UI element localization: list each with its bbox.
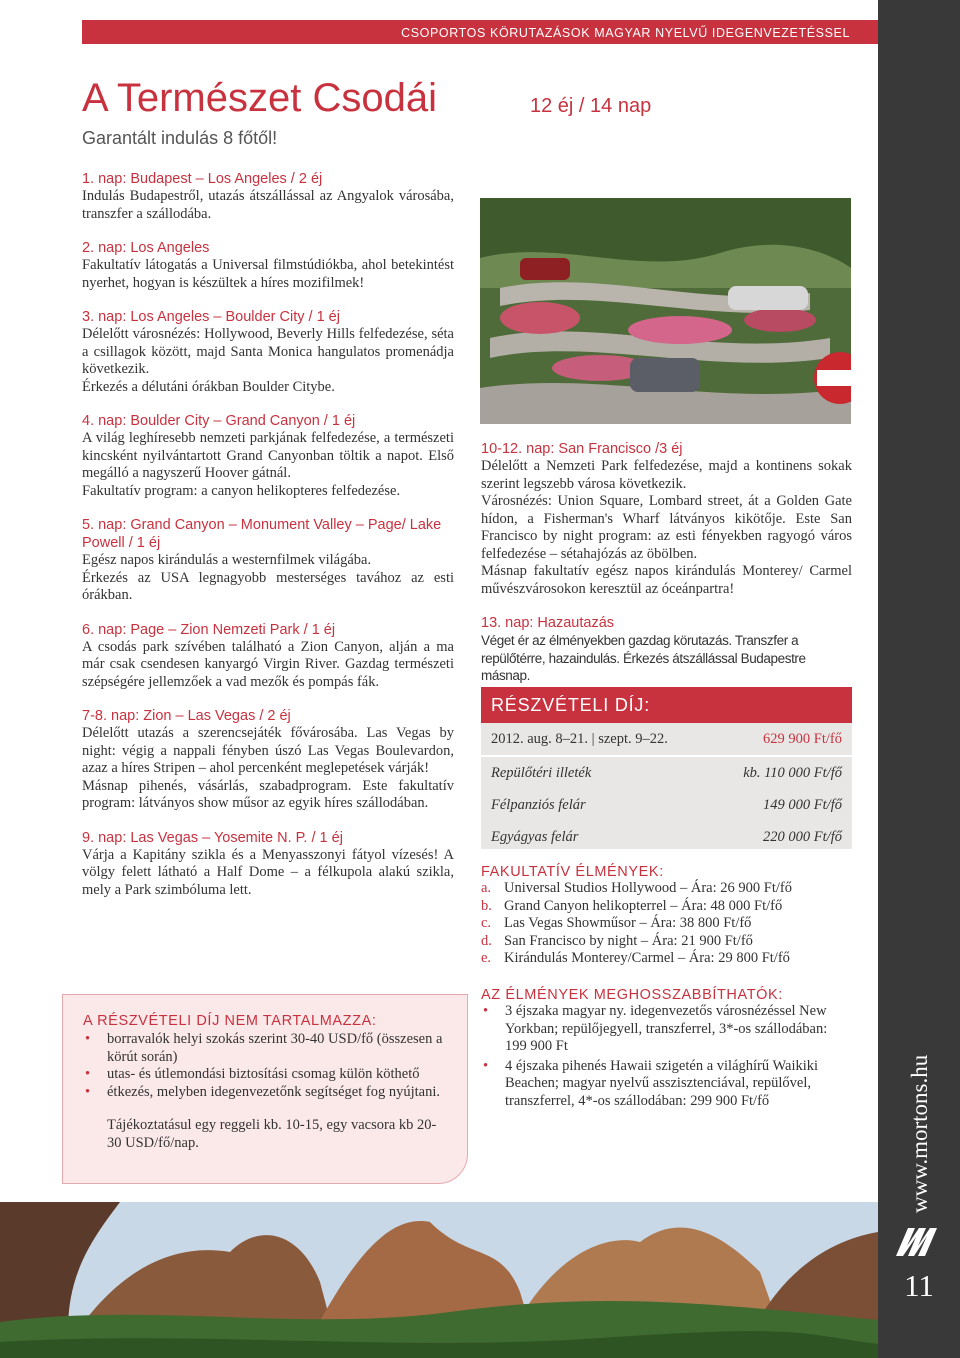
- day-13: [481, 614, 852, 685]
- extensions-heading: AZ ÉLMÉNYEK MEGHOSSZABBÍTHATÓK:: [481, 987, 783, 1003]
- item-letter: d.: [481, 932, 492, 949]
- day-text: Fakultatív program: a canyon helikopteres felfedezése.: [82, 482, 401, 499]
- zion-canyon-photo: [0, 1202, 878, 1358]
- banner-text: CSOPORTOS KÖRUTAZÁSOK MAGYAR NYELVŰ IDEGENVEZETÉSSEL: [401, 26, 850, 40]
- day-heading: 2. nap: Los Angeles: [82, 240, 210, 256]
- price-label: Félpanziós felár: [491, 797, 586, 813]
- item-letter: a.: [481, 880, 492, 896]
- day-7-8: [82, 707, 454, 813]
- item-text: Grand Canyon helikopterrel – Ára: 48 000 Ft/fő: [504, 897, 783, 914]
- page-subtitle: Garantált indulás 8 főtől!: [82, 128, 278, 148]
- itinerary-left-column: [82, 170, 454, 915]
- exclusions-heading: A RÉSZVÉTELI DÍJ NEM TARTALMAZZA:: [83, 1013, 377, 1029]
- day-text: Érkezés a délutáni órákban Boulder Citybe.: [82, 378, 335, 395]
- day-heading: 5. nap: Grand Canyon – Monument Valley – Page/ Lake Powell / 1 éj: [82, 517, 442, 551]
- optional-heading: FAKULTATÍV ÉLMÉNYEK:: [481, 864, 664, 880]
- day-6: [82, 621, 454, 692]
- day-text: Délelőtt utazás a szerencsejáték fővárosába. Las Vegas by night: végig a nappali fényben úszó Las Vegas Boulevardon, azaz a híres Stripen – ahol percenként meglepetések várják!: [82, 725, 454, 776]
- list-item: [481, 933, 852, 951]
- day-text: Délelőtt a Nemzeti Park felfedezése, majd a kontinens sokak szerint legszebb városa következik.: [481, 458, 852, 492]
- day-text: Fakultatív látogatás a Universal filmstúdiókba, ahol betekintést nyerhet, hogyan is készültek a híres mozifilmek!: [82, 257, 454, 291]
- day-text: Várja a Kapitány szikla és a Menyasszonyi fátyol vízesés! A völgy felett látható a Half Dome – a félkupola alakú szikla, mely a Park szimbóluma lett.: [82, 846, 454, 898]
- mortons-logo-icon: [894, 1222, 944, 1260]
- item-letter: c.: [481, 915, 492, 931]
- list-item: [481, 880, 852, 898]
- lombard-street-photo: [480, 198, 851, 424]
- price-value: 220 000 Ft/fő: [763, 829, 842, 845]
- price-heading: RÉSZVÉTELI DÍJ:: [481, 687, 852, 723]
- day-heading: 10-12. nap: San Francisco /3 éj: [481, 441, 683, 457]
- price-row-single-room: [481, 821, 852, 853]
- price-row-half-board: [481, 789, 852, 821]
- list-item: [481, 915, 852, 933]
- day-text: Délelőtt városnézés: Hollywood, Beverly Hills felfedezése, séta a csillagok között, majd Santa Monica hangulatos promenádja következik.: [82, 326, 454, 377]
- price-value: 629 900 Ft/fő: [763, 731, 842, 747]
- price-row-dates: [481, 723, 852, 755]
- day-text: Érkezés az USA legnagyobb mesterséges tavához az esti órákban.: [82, 569, 454, 603]
- price-row-airport-tax: [481, 757, 852, 789]
- optional-list: [481, 880, 852, 968]
- exclusions-list: [83, 1031, 455, 1101]
- day-heading: 3. nap: Los Angeles – Boulder City / 1 éj: [82, 309, 340, 325]
- day-10-12: [481, 440, 852, 598]
- list-item: • borravalók helyi szokás szerint 30-40 USD/fő (összesen a körút során): [83, 1031, 455, 1066]
- day-heading: 6. nap: Page – Zion Nemzeti Park / 1 éj: [82, 621, 336, 638]
- item-letter: b.: [481, 897, 492, 914]
- day-9: [82, 829, 454, 900]
- item-text: San Francisco by night – Ára: 21 900 Ft/fő: [504, 932, 753, 949]
- website-url[interactable]: www.mortons.hu: [907, 1054, 932, 1213]
- price-label: Repülőtéri illeték: [491, 765, 592, 781]
- day-text: Egész napos kirándulás a westernfilmek világába.: [82, 552, 372, 568]
- item-letter: e.: [481, 950, 492, 966]
- list-item: • étkezés, melyben idegenvezetőnk segítséget fog nyújtani.: [83, 1084, 455, 1102]
- itinerary-right-column: [481, 440, 852, 701]
- day-3: [82, 308, 454, 396]
- list-item: [481, 950, 852, 968]
- list-item: • 3 éjszaka magyar ny. idegenvezetős városnézéssel New Yorkban; repülőjegyell, transzferrel, 3*-os szállodában: 199 900 Ft: [481, 1003, 852, 1056]
- item-text: Universal Studios Hollywood – Ára: 26 900 Ft/fő: [504, 880, 792, 896]
- day-text: Városnézés: Union Square, Lombard street, át a Golden Gate hídon, a Fisherman's Wharf látványos kikötője. Este San Francisco by night program: az esti fényekben ragyogó város felfedezése – sétahajózás az öbölben.: [481, 493, 852, 562]
- trip-duration: 12 éj / 14 nap: [530, 95, 652, 117]
- day-text: Másnap fakultatív egész napos kirándulás Monterey/ Carmel művészvárosokon keresztül az óceánpartra!: [481, 563, 852, 597]
- day-text: Véget ér az élményekben gazdag körutazás. Transzfer a repülőtérre, hazaindulás. Érkezés átszállással Budapestre másnap.: [481, 633, 806, 683]
- list-item: • utas- és útlemondási biztosítási csomag külön köthető: [83, 1066, 455, 1084]
- price-box: [481, 687, 852, 849]
- price-label: 2012. aug. 8–21. | szept. 9–22.: [491, 731, 668, 747]
- day-heading: 1. nap: Budapest – Los Angeles / 2 éj: [82, 171, 323, 187]
- list-item: • 4 éjszaka pihenés Hawaii szigetén a világhírű Waikiki Beachen; magyar nyelvű asszisztenciával, repülővel, transzferrel, 4*-os szállodában: 299 900 Ft/fő: [481, 1058, 852, 1111]
- exclusions-note: Tájékoztatásul egy reggeli kb. 10-15, egy vacsora kb 20-30 USD/fő/nap.: [107, 1117, 437, 1151]
- day-text: Másnap pihenés, vásárlás, szabadprogram. Este fakultatív program: látványos show műsor az egyik híres szállodában.: [82, 777, 454, 811]
- price-label: Egyágyas felár: [491, 829, 579, 845]
- day-text: A világ leghíresebb nemzeti parkjának felfedezése, a természeti kincsként nyilvántartott Grand Canyonban töltik a napot. Első megálló a nagyszerű Hoover gátnál.: [82, 430, 454, 481]
- day-heading: 9. nap: Las Vegas – Yosemite N. P. / 1 éj: [82, 829, 343, 846]
- item-text: Las Vegas Showműsor – Ára: 38 800 Ft/fő: [504, 915, 752, 931]
- price-value: kb. 110 000 Ft/fő: [743, 765, 842, 781]
- extensions-list: [481, 1003, 852, 1112]
- day-2: [82, 239, 454, 292]
- day-5: [82, 516, 454, 605]
- top-banner: [82, 20, 878, 44]
- exclusions-box: [62, 994, 468, 1184]
- day-1: [82, 170, 454, 223]
- day-heading: 7-8. nap: Zion – Las Vegas / 2 éj: [82, 708, 291, 724]
- day-text: A csodás park szívében található a Zion Canyon, alján a ma már csak csendesen kanyargó Virgin River. Gazdag természeti szépségére jellemzőek a vad mezők és pompás fák.: [82, 638, 454, 690]
- price-value: 149 000 Ft/fő: [763, 797, 842, 813]
- day-text: Indulás Budapestről, utazás átszállással az Angyalok városába, transzfer a szállodába.: [82, 188, 454, 222]
- list-item: [481, 898, 852, 916]
- day-heading: 13. nap: Hazautazás: [481, 615, 615, 631]
- day-4: [82, 412, 454, 500]
- day-heading: 4. nap: Boulder City – Grand Canyon / 1 éj: [82, 413, 356, 429]
- page-title: A Természet Csodái: [82, 76, 437, 120]
- page-number: 11: [904, 1268, 934, 1303]
- item-text: Kirándulás Monterey/Carmel – Ára: 29 800 Ft/fő: [504, 950, 790, 966]
